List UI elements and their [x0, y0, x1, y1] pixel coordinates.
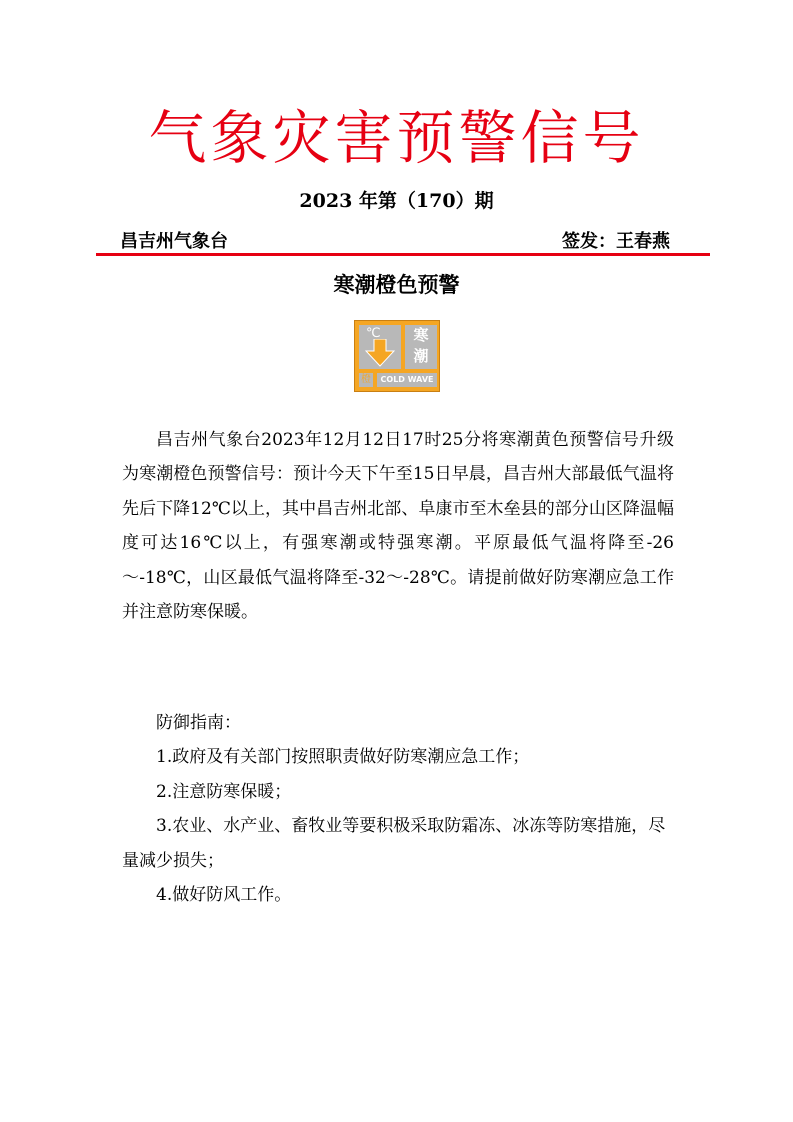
warning-title: 寒潮橙色预警 [333, 273, 460, 297]
cold-wave-chars [405, 325, 437, 369]
cold-wave-orange-signal-icon [354, 320, 440, 392]
signal-char-2: 潮 [413, 347, 429, 365]
warning-body: 昌吉州气象台2023年12月12日17时25分将寒潮黄色预警信号升级为寒潮橙色预警信号：预计今天下午至15日早晨，昌吉州大部最低气温将先后下降12℃以上，其中昌吉州北部、阜康市至木垒县的部分山区降温幅度可达16℃以上，有强寒潮或特强寒潮。平原最低气温将降至-26～-18℃，山区最低气温将降至-32～-28℃。请提前做好防寒潮应急工作并注意防寒保暖。 [122, 430, 674, 623]
signal-english-label: COLD WAVE [377, 373, 437, 387]
defense-guide [122, 706, 674, 912]
guide-item: 4.做好防风工作。 [156, 885, 292, 906]
thermometer-arrow-icon [359, 325, 401, 369]
issue-number: 2023 年第（170）期 [299, 190, 494, 212]
guide-item: 3.农业、水产业、畜牧业等要积极采取防霜冻、冰冻等防寒措施，尽量减少损失； [122, 816, 666, 871]
guide-heading: 防御指南： [156, 713, 241, 733]
celsius-unit: ℃ [366, 326, 381, 341]
signal-char-1: 寒 [413, 326, 429, 344]
guide-item: 2.注意防寒保暖； [156, 781, 292, 802]
signal-level: 橙 [361, 374, 371, 385]
red-divider [96, 253, 710, 256]
document-title: 气象灾害预警信号 [148, 104, 645, 172]
signer: 签发：王春燕 [562, 231, 670, 252]
down-arrow-icon [365, 339, 395, 367]
guide-item: 1.政府及有关部门按照职责做好防寒潮应急工作； [156, 747, 530, 768]
issuing-organization: 昌吉州气象台 [120, 231, 228, 252]
